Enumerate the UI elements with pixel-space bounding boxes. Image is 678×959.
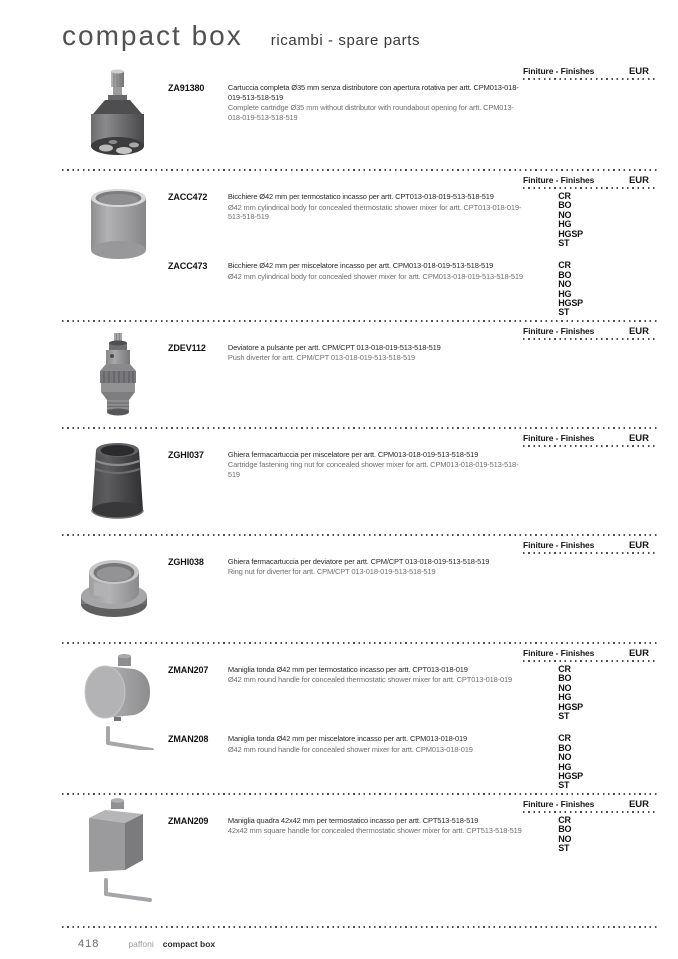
- finishes-header-label: Finiture - Finishes: [523, 539, 595, 550]
- price-cell: [618, 192, 658, 200]
- finishes-header: [523, 539, 658, 554]
- finish-code: NO: [558, 209, 572, 220]
- product-description-it: Ghiera fermacartuccia per deviatore per artt. CPM/CPT 013-018-019-513-518-519: [227, 556, 490, 566]
- product-description: [228, 734, 523, 754]
- price-cell: [618, 816, 658, 824]
- product-row-zacc473: [168, 261, 658, 317]
- finish-code: HG: [558, 692, 572, 703]
- finish-code: CR: [558, 191, 571, 201]
- product-description: [228, 816, 523, 836]
- finishes-header: [523, 174, 658, 189]
- product-row-zman209: [168, 816, 658, 854]
- catalog-name: compact box: [162, 938, 216, 949]
- catalog-section-zman207-208: [62, 644, 658, 791]
- header-dotted-underline: [523, 660, 658, 662]
- finish-code: NO: [558, 833, 572, 844]
- product-row-zacc472: [168, 192, 658, 248]
- finish-code: ST: [558, 238, 570, 249]
- finishes-header: [523, 325, 658, 340]
- page-subtitle: ricambi - spare parts: [270, 32, 421, 49]
- product-description-it: Maniglia quadra 42x42 mm per termostatico incasso per artt. CPT513-518-519: [227, 815, 479, 825]
- product-description: [228, 665, 523, 685]
- price-cell: [618, 734, 658, 742]
- product-code: ZGHI038: [168, 556, 204, 567]
- product-row-zghi038: [168, 557, 658, 577]
- finishes-header-label: Finiture - Finishes: [523, 325, 595, 336]
- finishes-header-label: Finiture - Finishes: [523, 66, 595, 76]
- product-description-en: Cartridge fastening ring nut for concealed shower mixer for artt. CPM013-018-019-513-518-519: [227, 460, 519, 479]
- finish-list: [523, 734, 618, 790]
- product-description-it: Maniglia tonda Ø42 mm per termostatico incasso per artt. CPT013-018-019: [227, 664, 468, 674]
- finishes-header-label: Finiture - Finishes: [523, 432, 595, 443]
- eur-header-label: EUR: [628, 325, 650, 337]
- finish-code: NO: [558, 682, 572, 693]
- product-description-en: Complete cartridge Ø35 mm without distributor with roundabout opening for artt. CPM013-018-019-513-518-519: [227, 103, 514, 122]
- product-code: ZDEV112: [168, 342, 206, 353]
- eur-header-label: EUR: [628, 539, 650, 551]
- product-code: ZMAN209: [168, 815, 209, 826]
- header-dotted-underline: [523, 187, 658, 189]
- round-handle-product-image: [72, 646, 162, 755]
- square-handle-product-image: [72, 796, 162, 907]
- finish-list: [523, 261, 618, 317]
- product-description-en: 42x42 mm square handle for concealed thermostatic shower mixer for artt. CPT513-518-519: [227, 826, 522, 836]
- eur-header-label: EUR: [628, 175, 650, 186]
- product-row-zghi037: [168, 450, 658, 480]
- finish-code: ST: [558, 842, 570, 853]
- finish-code: NO: [558, 279, 572, 290]
- finish-code: ST: [558, 780, 570, 791]
- header-dotted-underline: [523, 338, 658, 340]
- finishes-header-label: Finiture - Finishes: [523, 647, 595, 658]
- price-cell: [618, 261, 658, 269]
- price-cell: [618, 665, 658, 673]
- catalog-section-zdev112: [62, 322, 658, 425]
- finish-list: [523, 665, 618, 721]
- finish-code: BO: [558, 200, 572, 211]
- product-description-en: Ring nut for diverter for artt. CPM/CPT 013-018-019-513-518-519: [227, 567, 436, 577]
- finish-code: HGSP: [558, 770, 583, 781]
- product-description: [228, 450, 523, 480]
- price-cell: [618, 83, 658, 91]
- product-description-en: Ø42 mm round handle for concealed shower mixer for artt. CPM013-018-019: [227, 744, 473, 754]
- product-code: ZMAN207: [168, 664, 209, 675]
- eur-header-label: EUR: [628, 647, 650, 659]
- page-header: [62, 20, 658, 62]
- product-description: [228, 343, 523, 363]
- finish-code: ST: [558, 710, 570, 721]
- cartridge-ring-nut-illustration: [72, 430, 162, 522]
- finishes-header: [523, 65, 658, 80]
- header-dotted-underline: [523, 552, 658, 554]
- finishes-header-label: Finiture - Finishes: [523, 798, 595, 809]
- brand-name: paffoni: [128, 938, 154, 949]
- finish-code: BO: [558, 742, 572, 753]
- product-description-it: Maniglia tonda Ø42 mm per miscelatore incasso per artt. CPM013-018-019: [227, 734, 468, 744]
- product-description-en: Ø42 mm round handle for concealed thermostatic shower mixer for artt. CPT013-018-019: [227, 675, 513, 685]
- eur-header-label: EUR: [628, 798, 650, 810]
- push-diverter-illustration: [72, 331, 162, 417]
- product-description-en: Ø42 mm cylindrical body for concealed shower mixer for artt. CPM013-018-019-513-518-519: [227, 271, 523, 281]
- page-footer: [62, 928, 658, 950]
- product-description-it: Bicchiere Ø42 mm per termostatico incasso per artt. CPT013-018-019-513-518-519: [227, 192, 494, 201]
- diverter-ring-nut-product-image: [68, 546, 160, 625]
- product-code: ZACC473: [168, 261, 208, 272]
- product-code: ZGHI037: [168, 449, 204, 460]
- product-description: [228, 557, 523, 577]
- product-description-it: Bicchiere Ø42 mm per miscelatore incasso per artt. CPM013-018-019-513-518-519: [227, 261, 494, 271]
- product-row-zman208: [168, 734, 658, 790]
- cartridge-illustration: [72, 68, 162, 160]
- catalog-section-zman209: [62, 795, 658, 924]
- product-code: ZA91380: [168, 83, 205, 93]
- finish-code: NO: [558, 752, 572, 763]
- finish-code: CR: [558, 663, 571, 674]
- product-description-it: Ghiera fermacartuccia per miscelatore per artt. CPM013-018-019-513-518-519: [227, 449, 479, 459]
- finish-code: HGSP: [558, 701, 583, 712]
- finish-code: BO: [558, 269, 572, 280]
- product-description-it: Deviatore a pulsante per artt. CPM/CPT 013-018-019-513-518-519: [227, 342, 441, 352]
- product-code: ZMAN208: [168, 734, 209, 745]
- eur-header-label: EUR: [628, 432, 650, 444]
- diverter-ring-nut-illustration: [68, 546, 160, 620]
- page-number: 418: [78, 937, 100, 950]
- finish-code: CR: [558, 733, 571, 744]
- cartridge-product-image: [72, 68, 162, 165]
- product-description: [228, 192, 523, 222]
- finish-code: HG: [558, 761, 572, 772]
- page-title: compact box: [62, 20, 243, 51]
- finish-code: HG: [558, 288, 572, 299]
- header-dotted-underline: [523, 445, 658, 447]
- finish-code: BO: [558, 673, 572, 684]
- header-dotted-underline: [523, 78, 658, 80]
- price-cell: [618, 450, 658, 458]
- product-row-za91380: [168, 83, 658, 122]
- product-row-zman207: [168, 665, 658, 721]
- eur-header-label: EUR: [628, 66, 650, 77]
- header-dotted-underline: [523, 811, 658, 813]
- finish-code: HGSP: [558, 228, 583, 239]
- finishes-header-label: Finiture - Finishes: [523, 175, 595, 185]
- cylindrical-body-product-image: [72, 178, 162, 265]
- finish-list: [523, 192, 618, 248]
- round-handle-illustration: [72, 646, 162, 750]
- finish-code: ST: [558, 307, 570, 318]
- product-description-en: Push diverter for artt. CPM/CPT 013-018-019-513-518-519: [227, 353, 416, 363]
- finish-code: CR: [558, 260, 571, 271]
- finish-code: BO: [558, 824, 572, 835]
- catalog-section-zghi037: [62, 429, 658, 532]
- cylindrical-body-illustration: [72, 178, 162, 260]
- price-cell: [618, 557, 658, 565]
- finish-code: HG: [558, 219, 572, 230]
- square-handle-illustration: [72, 796, 162, 902]
- catalog-section-zacc472-473: [62, 171, 658, 318]
- catalog-section-zghi038: [62, 536, 658, 640]
- product-code: ZACC472: [168, 192, 208, 202]
- product-row-zdev112: [168, 343, 658, 363]
- finishes-header: [523, 432, 658, 447]
- finish-code: CR: [558, 814, 571, 825]
- product-description: [228, 83, 523, 122]
- catalog-section-za91380: [62, 62, 658, 167]
- finish-list: [523, 816, 618, 854]
- finishes-header: [523, 798, 658, 813]
- product-description: [228, 261, 523, 281]
- price-cell: [618, 343, 658, 351]
- cartridge-ring-nut-product-image: [72, 430, 162, 527]
- product-description-it: Cartuccia completa Ø35 mm senza distributore con apertura rotativa per artt. CPM013-018-019-513-518-519: [227, 83, 519, 102]
- finish-code: HGSP: [558, 298, 583, 309]
- finishes-header: [523, 647, 658, 662]
- push-diverter-product-image: [72, 331, 162, 422]
- product-description-en: Ø42 mm cylindrical body for concealed thermostatic shower mixer for artt. CPT013-018-019-513-518-519: [227, 202, 522, 221]
